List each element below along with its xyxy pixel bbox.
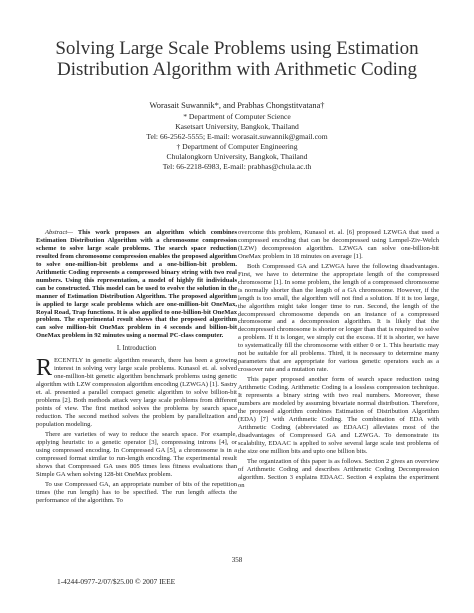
section-heading-introduction: I. Introduction (116, 345, 157, 353)
left-column (36, 229, 237, 504)
body-paragraph: The organization of this paper is as follows. Section 2 gives an overview of Arithmetic Coding and describes Arithmetic Coding Decompression algorithm. Section 3 explains EDAAC. Section 4 explains the experiment on (238, 457, 439, 489)
affiliation-line: * Department of Computer Science (183, 112, 291, 121)
title-line-2: Distribution Algorithm with Arithmetic Coding (57, 59, 417, 80)
contact-line: Tel: 66-2562-5555; E-mail: worasait.suwannik@gmail.com (146, 132, 328, 141)
abstract-body: This work proposes an algorithm which combines Estimation Distribution Algorithm with a chromosome compression scheme to solve large scale problems. The search space reduction resulted from chromosome compression enables the proposed algorithm to solve one-million-bit problems and a one-billion-bit problem. Arithmetic Coding represents a compressed binary string with two real numbers. Using this representation, a model of highly fit individuals can be constructed. This model can be used to evolve the solution in the manner of Estimation Distribution Algorithm. The proposed algorithm is applied to large scale problems which are one-million-bit OneMax, Royal Road, Trap functions. It is also applied to one-billion-bit OneMax problem. The experimental result shows that the proposed algorithm can solve million-bit OneMax problem in 4 seconds and billion-bit OneMax problem in 92 minutes using a normal PC-class computer. (36, 229, 237, 340)
contact-line: Tel: 66-2218-6983, E-mail: prabhas@chula.ac.th (162, 162, 312, 171)
affiliation-line: Kasetsart University, Bangkok, Thailand (175, 122, 299, 131)
affiliation-line: † Department of Computer Engineering (176, 142, 298, 151)
right-column (238, 229, 439, 490)
author-names: Worasait Suwannik*, and Prabhas Chongstitvatana† (149, 101, 325, 110)
copyright-footer: 1-4244-0977-2/07/$25.00 © 2007 IEEE (57, 577, 176, 586)
intro-paragraph-2: There are varieties of way to reduce the search space. For example, applying heuristic to a genetic operator [3], compressing introns [4], or using compressed encoding. In Compressed GA [5], a chromosome is in a compressed format similar to run-length encoding. The experimental result shows that Compressed GA uses 805 times less fitness evaluations than Simple GA when solving 128-bit OneMax problem. (36, 430, 237, 478)
drop-cap: R (36, 355, 53, 382)
paper-title (20, 38, 454, 80)
body-paragraph: overcome this problem, Kunasol et. al. [6] proposed LZWGA that used a compressed encoding that can be decompressed using Lempel-Ziv-Welch (LZW) decompression algorithm. LZWGA can solve one-billion-bit OneMax problem in 18 minutes on average [1]. (238, 229, 439, 260)
abstract (36, 229, 237, 340)
affiliation-line: Chulalongkorn University, Bangkok, Thailand (166, 152, 308, 161)
intro-paragraph-3: To use Compressed GA, an appropriate number of bits of the repetition times (the run length) has to be specified. The run length affects the performance of the algorithm. To (36, 480, 237, 504)
abstract-label: Abstract— (45, 229, 74, 236)
author-block (0, 100, 474, 172)
title-line-1: Solving Large Scale Problems using Estimation (55, 38, 419, 59)
intro-paragraph-1 (36, 357, 237, 429)
page-number: 358 (231, 556, 243, 564)
body-paragraph: Both Compressed GA and LZWGA have the following disadvantages. First, we have to determine the appropriate length of the compressed chromosome [1]. In some problem, the length of a compressed chromosome is normally shorter than the length of a GA chromosome. However, if the length is too small, the algorithm will not find a solution. If it is too large, the algorithm might take longer time to run. Second, the length of the decompressed chromosome depends on an instance of a compressed chromosome and a decompression algorithm. It is likely that the decompressed chromosome is shorter or longer than that is required to solve a problem. If it is longer, we simply cut the excess. If it is shorter, we have to systematically fill the chromosome with either 0 or 1. This heuristic may not be suitable for all problems. Third, it is necessary to determine many parameters that are appropriate for various genetic operators such as a crossover rate and a mutation rate. (238, 262, 439, 374)
body-paragraph: This paper proposed another form of search space reduction using Arithmetic Coding. Arithmetic Coding is a lossless compression technique. It represents a binary string with two real numbers. Moreover, these numbers are modeled by assuming bivariate normal distribution. Therefore, the proposed algorithm combines Estimation of Distribution Algorithm (EDA) [7] with Arithmetic Coding. The combination of EDA with Arithmetic Coding (abbreviated as EDAAC) alleviates most of the disadvantages of Compressed GA and LZWGA. To demonstrate its scalability, EDAAC is applied to solve several large scale test problems of the size one million bits and upto one billion bits. (238, 376, 439, 455)
intro-paragraph-1-text: ECENTLY in genetic algorithm research, there has been a growing interest in solving very large scale problems. Kunasol et. al. solved one-million-bit genetic algorithm benchmark problems using genetic algorithm with LZW compression algorithm encoding (LZWGA) [1]. Sastry et. al. presented a parallel compact genetic algorithm to solve billion-bit problems [2]. Both methods attack very large scale problems from different points of view. The first method solves the problems by search space reduction. The second method solves the problem by parallelization and population modeling. (36, 357, 237, 428)
